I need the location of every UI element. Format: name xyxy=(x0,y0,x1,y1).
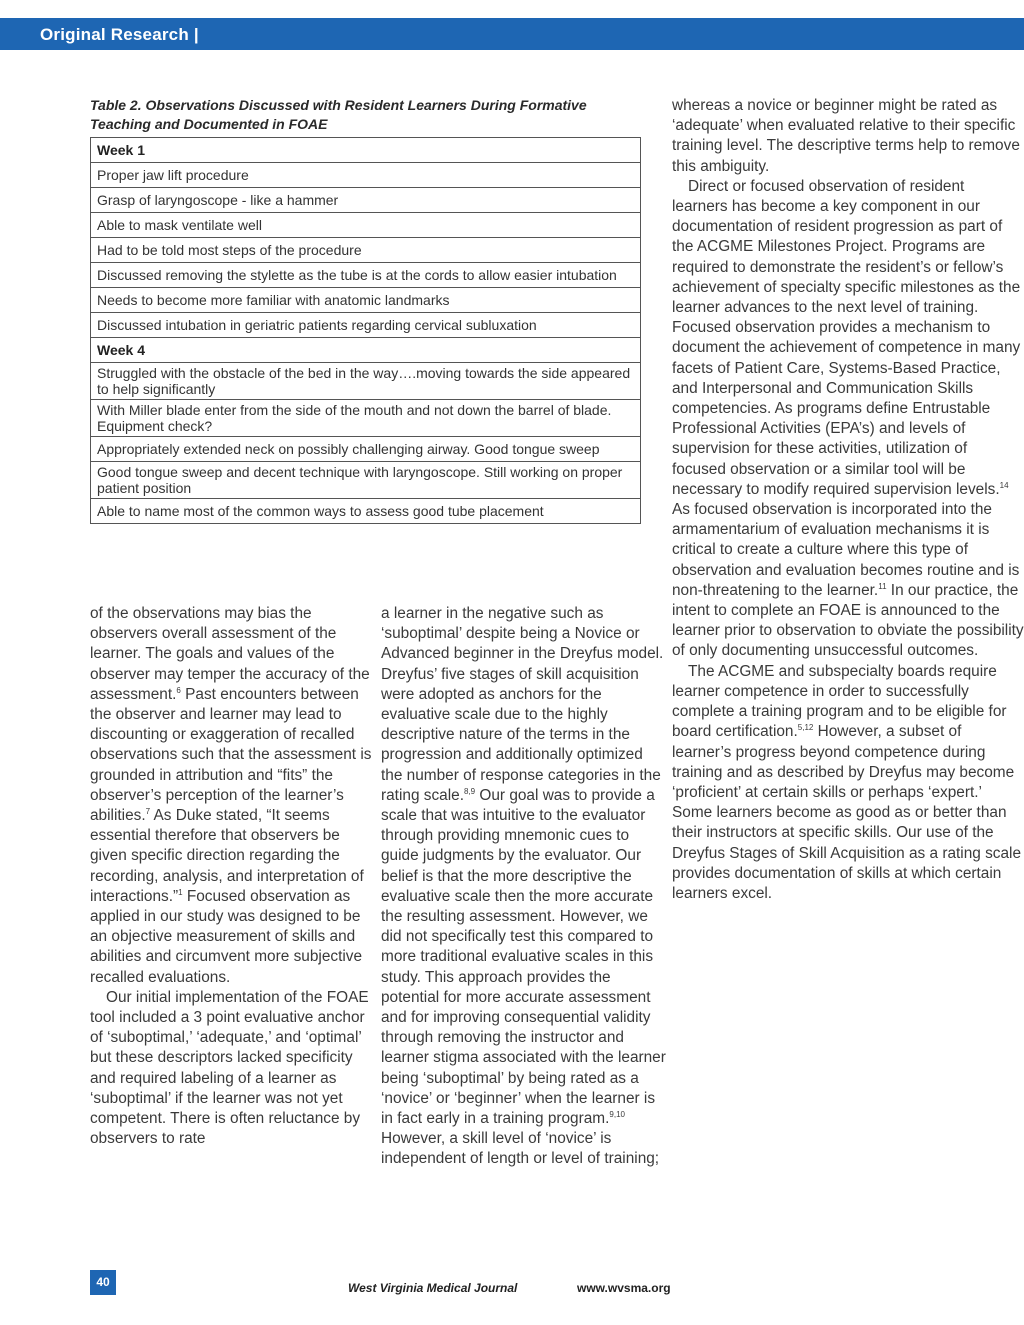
observation-cell: Able to name most of the common ways to assess good tube placement xyxy=(91,499,641,524)
paragraph: of the observations may bias the observers overall assessment of the learner. The goals and values of the observer may temper the accuracy of the assessment.$^6$ Past encounters between the observer and learner may lead to discounting or exaggeration of recalled observations such that the assessment is grounded in attribution and “fits” the observer’s perception of the learner’s abilities.$^7$ As Duke stated, “It seems essential therefore that observers be given specific direction regarding the recording, analysis, and interpretation of interactions.”$^1$ Focused observation as applied in our study was designed to be an objective measurement of skills and abilities and circumvent more subjective recalled evaluations. xyxy=(90,605,372,986)
citation: 6 xyxy=(176,685,181,695)
citation: 7 xyxy=(145,806,151,816)
body-column-2 xyxy=(381,604,666,1170)
body-column-3 xyxy=(672,96,1024,904)
table-row xyxy=(91,313,641,338)
citation: 11 xyxy=(878,581,887,591)
section-title: Original Research | xyxy=(40,25,199,44)
observation-cell: With Miller blade enter from the side of the mouth and not down the barrel of blade. Equipment check? xyxy=(91,400,641,437)
week-label: Week 1 xyxy=(91,138,641,163)
observation-cell: Appropriately extended neck on possibly challenging airway. Good tongue sweep xyxy=(91,437,641,462)
table-row xyxy=(91,238,641,263)
observation-cell: Proper jaw lift procedure xyxy=(91,163,641,188)
table-row xyxy=(91,499,641,524)
section-header-bar xyxy=(0,18,1024,50)
table-row xyxy=(91,263,641,288)
observation-cell: Discussed removing the stylette as the tube is at the cords to allow easier intubation xyxy=(91,263,641,288)
week-header-row xyxy=(91,138,641,163)
observation-cell: Good tongue sweep and decent technique with laryngoscope. Still working on proper patient position xyxy=(91,462,641,499)
table-row xyxy=(91,163,641,188)
body-column-1 xyxy=(90,604,372,1149)
table-row xyxy=(91,437,641,462)
observations-table-block xyxy=(90,96,642,524)
observation-cell: Needs to become more familiar with anatomic landmarks xyxy=(91,288,641,313)
journal-url[interactable]: www.wvsma.org xyxy=(577,1281,671,1295)
journal-name: West Virginia Medical Journal xyxy=(348,1281,518,1295)
observation-cell: Able to mask ventilate well xyxy=(91,213,641,238)
table-row xyxy=(91,213,641,238)
table-row xyxy=(91,188,641,213)
page-number: 40 xyxy=(90,1270,116,1295)
paragraph: Our initial implementation of the FOAE tool included a 3 point evaluative anchor of ‘suboptimal,’ ‘adequate,’ and ‘optimal’ but these descriptors lacked specificity and required labeling of a learner as ‘suboptimal’ if the learner was not yet competent. There is often reluctance by observers to rate xyxy=(90,988,369,1148)
table-row xyxy=(91,363,641,400)
paragraph: The ACGME and subspecialty boards require learner competence in order to successfully complete a training program and to be eligible for board certification.$^{5,12}$ However, a subset of learner’s progress beyond competence during training and as described by Dreyfus may become ‘proficient’ at certain skills or perhaps ‘expert.’ Some learners become as good as or better than their instructors at specific skills. Our use of the Dreyfus Stages of Skill Acquisition as a rating scale provides documentation of skills at which certain learners excel. xyxy=(672,662,1022,902)
citation: 1 xyxy=(178,887,183,897)
week-header-row xyxy=(91,338,641,363)
citation: 8,9 xyxy=(463,786,476,796)
observations-table xyxy=(90,137,641,524)
citation: 9,10 xyxy=(609,1109,625,1119)
table-row xyxy=(91,462,641,499)
observation-cell: Discussed intubation in geriatric patients regarding cervical subluxation xyxy=(91,313,641,338)
citation: 14 xyxy=(999,480,1009,490)
observation-cell: Struggled with the obstacle of the bed in the way….moving towards the side appeared to help significantly xyxy=(91,363,641,400)
table-caption: Table 2. Observations Discussed with Resident Learners During Formative Teaching and Documented in FOAE xyxy=(90,97,587,132)
paragraph: Direct or focused observation of resident learners has become a key component in our documentation of resident progression as part of the ACGME Milestones Project. Programs are required to demonstrate the resident’s or fellow’s achievement of specialty specific milestones as the learner advances to the next level of training. Focused observation provides a mechanism to document the achievement of competence in many facets of Patient Care, Systems-Based Practice, and Interpersonal and Communication Skills competencies. As programs define Entrustable Professional Activities (EPA’s) and levels of supervision for these activities, utilization of focused observation or a similar tool will be necessary to modify required supervision levels.$^{14}$ As focused observation is incorporated into the armamentarium of evaluation mechanisms it is critical to create a culture where this type of observation and evaluation becomes routine and is non-threatening to the learner.$^{11}$ In our practice, the intent to complete an FOAE is announced to the learner prior to observation to obviate the possibility of only documenting unsuccessful outcomes. xyxy=(672,177,1024,660)
table-row xyxy=(91,400,641,437)
observation-cell: Grasp of laryngoscope - like a hammer xyxy=(91,188,641,213)
citation: 5,12 xyxy=(797,723,814,733)
observation-cell: Had to be told most steps of the procedure xyxy=(91,238,641,263)
table-row xyxy=(91,288,641,313)
paragraph: a learner in the negative such as ‘suboptimal’ despite being a Novice or Advanced beginner in the Dreyfus model. Dreyfus’ five stages of skill acquisition were adopted as anchors for the evaluative scale due to the highly descriptive nature of the terms in the progression and additionally optimized the number of response categories in the rating scale.$^{8,9}$ Our goal was to provide a scale that was intuitive to the evaluator through providing mnemonic cues to guide judgments by the evaluator. Our belief is that the more descriptive the evaluative scale then the more accurate the resulting assessment. However, we did not specifically test this compared to more traditional evaluative scales in this study. This approach provides the potential for more accurate assessment and for improving consequential validity through removing the instructor and learner stigma associated with the learner being ‘suboptimal’ by being rated as a ‘novice’ or ‘beginner’ when the learner is in fact early in a training program.$^{9,10}$ However, a skill level of ‘novice’ is independent of length or level of training; xyxy=(381,605,666,1168)
week-label: Week 4 xyxy=(91,338,641,363)
paragraph: whereas a novice or beginner might be rated as ‘adequate’ when evaluated relative to their specific training level. The descriptive terms help to remove this ambiguity. xyxy=(672,97,1020,175)
